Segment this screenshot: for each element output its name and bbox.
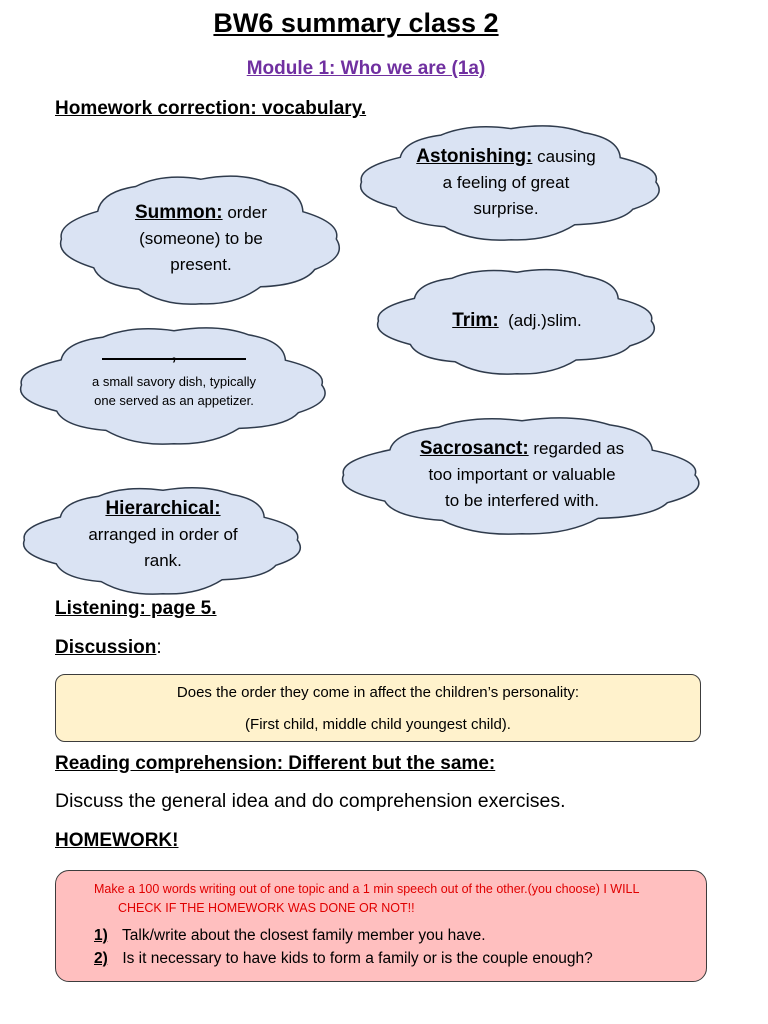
discussion-question: Does the order they come in affect the children’s personality: (176, 684, 580, 701)
trim-def: (adj.)slim. (508, 311, 582, 330)
listening-heading: Listening: page 5. (55, 598, 217, 619)
summon-def-line3: present. (170, 255, 232, 274)
astonishing-def-line1: causing (532, 147, 596, 166)
hierarchical-def-line1: arranged in order of (88, 525, 238, 544)
sacrosanct-def-line3: to be interfered with. (444, 491, 600, 510)
summon-definition (81, 200, 321, 278)
cloud-summon (55, 168, 347, 310)
page-title: BW6 summary class 2 (213, 8, 499, 38)
homework-heading: HOMEWORK! (55, 830, 179, 851)
astonishing-def-line2: a feeling of great (442, 173, 570, 192)
discussion-box (55, 674, 701, 742)
homework-note-line2: CHECK IF THE HOMEWORK WAS DONE OR NOT!! (118, 901, 415, 915)
homework-item-text: Talk/write about the closest family member you have. (122, 927, 486, 944)
blank-definition (39, 342, 309, 410)
cloud-hierarchical (18, 480, 308, 600)
blank-term-line (102, 342, 246, 364)
blank-def-line1: a small savory dish, typically (92, 374, 256, 389)
trim-definition (392, 308, 642, 334)
homework-item-number: 2) (94, 950, 108, 967)
hierarchical-definition (38, 496, 288, 574)
blank-def-line2: one served as an appetizer. (94, 393, 254, 408)
homework-item-text: Is it necessary to have kids to form a family or is the couple enough? (122, 950, 593, 967)
reading-heading: Reading comprehension: Different but the same: (55, 753, 496, 774)
blank-term-comma: , (171, 345, 177, 364)
cloud-trim (372, 262, 662, 380)
cloud-sacrosanct (337, 410, 707, 540)
term-trim: Trim: (452, 310, 499, 331)
astonishing-definition (375, 144, 637, 222)
homework-note-line1: Make a 100 words writing out of one topic and a 1 min speech out of the other.(you choose) I WILL (94, 882, 640, 896)
cloud-astonishing (355, 118, 667, 246)
term-hierarchical: Hierarchical: (105, 498, 221, 519)
discussion-examples: (First child, middle child youngest child). (245, 716, 511, 733)
homework-correction-heading: Homework correction: vocabulary. (55, 98, 367, 119)
homework-item (94, 950, 593, 968)
hierarchical-def-line2: rank. (144, 551, 182, 570)
module-subtitle: Module 1: Who we are (1a) (246, 58, 486, 79)
astonishing-def-line3: surprise. (473, 199, 539, 218)
homework-box (55, 870, 707, 982)
homework-note (94, 880, 694, 918)
discussion-heading-row (55, 637, 162, 659)
discussion-heading: Discussion (55, 637, 157, 658)
discussion-colon: : (156, 637, 162, 658)
reading-instructions: Discuss the general idea and do comprehension exercises. (55, 790, 566, 812)
homework-item (94, 927, 486, 945)
sacrosanct-def-line1: regarded as (528, 439, 625, 458)
summon-def-line2: (someone) to be (139, 229, 263, 248)
term-summon: Summon: (134, 202, 223, 223)
homework-item-number: 1) (94, 927, 108, 944)
term-astonishing: Astonishing: (416, 146, 533, 167)
sacrosanct-definition (367, 436, 677, 514)
term-sacrosanct: Sacrosanct: (419, 438, 529, 459)
summon-def-line1: order (222, 203, 268, 222)
sacrosanct-def-line2: too important or valuable (428, 465, 616, 484)
cloud-blank-term (15, 320, 333, 450)
